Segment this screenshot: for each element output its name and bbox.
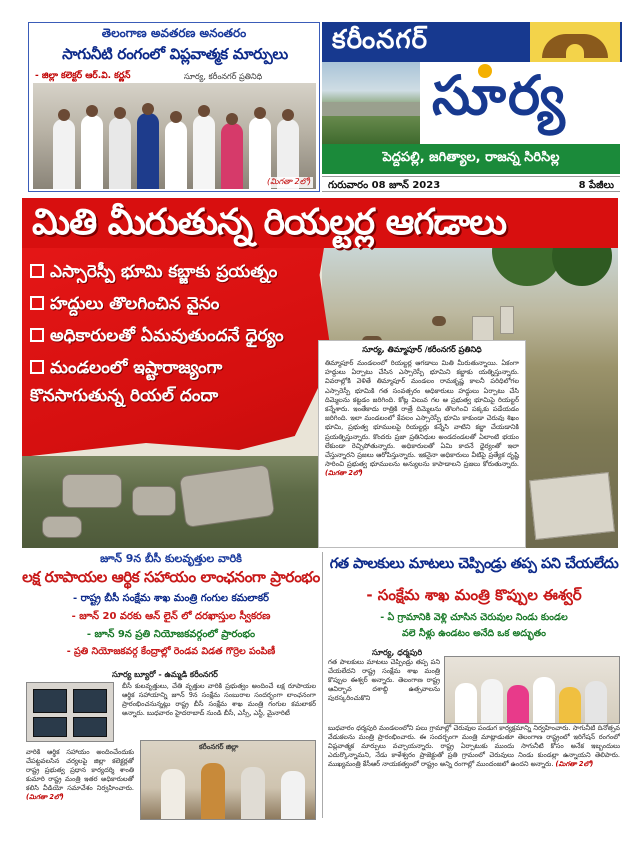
checkbox-icon <box>30 264 44 278</box>
lead-bullet-text: అధికారులతో ఏమవుతుందనే ధైర్యం <box>50 326 284 346</box>
bc-story-sub: - జూన్ 9న ప్రతి నియోజకవర్గంలో ప్రారంభం <box>86 629 256 640</box>
checkbox-icon <box>30 360 44 374</box>
masthead-dateline <box>322 176 620 192</box>
teaser-continued-note[interactable]: (మిగతా 2లో) <box>267 177 311 186</box>
irrigation-story[interactable] <box>326 552 622 820</box>
bc-story-byline: సూర్య బ్యూరో - ఉమ్మడి కరీంనగర్ <box>112 670 218 679</box>
fort-gate-icon <box>528 22 620 62</box>
masthead-logo <box>420 62 620 144</box>
irrigation-story-dateline: సూర్య, ధర్మపురి <box>372 648 423 657</box>
irrigation-story-speaker: - సంక్షేమ శాఖ మంత్రి కొప్పుల ఈశ్వర్ <box>366 586 582 604</box>
bc-story-text-2 <box>26 748 134 818</box>
page-count: 8 పేజీలు <box>578 180 614 191</box>
teaser-sub-left: - జిల్లా కలెక్టర్ ఆర్.వి. కర్ణన్ <box>35 71 131 81</box>
irrigation-story-sub: - ఏ గ్రామానికి వెళ్లి చూసిన చెరువుల నిండు కుండల <box>380 612 568 623</box>
lead-headline[interactable]: మితి మీరుతున్న రియల్టర్ల ఆగడాలు <box>32 202 507 243</box>
video-conference-photo <box>26 682 114 742</box>
minister-event-photo <box>444 656 620 724</box>
bc-story-sub: - జూన్ 20 వరకు ఆన్ లైన్ లో దరఖాస్తుల స్వీకరణ <box>71 611 271 622</box>
issue-date: గురువారం 08 జూన్ 2023 <box>328 180 441 191</box>
masthead-districts: పెద్దపల్లి, జగిత్యాల, రాజన్న సిరిసిల్ల <box>382 150 560 165</box>
lead-bullet-continuation: కొనసాగుతున్న రియల్ దందా <box>30 386 219 406</box>
lead-story-text <box>318 340 526 548</box>
bc-story-continued-note[interactable]: (మిగతా 2లో) <box>26 793 64 801</box>
teaser-headline[interactable]: సాగునీటి రంగంలో విప్లవాత్మక మార్పులు <box>62 45 288 63</box>
irrigation-story-sub: వలె నీళ్లు ఉండటం అనేది ఒక అద్భుతం <box>402 628 546 639</box>
bc-story-sub: - ప్రతి నియోజకవర్గ కేంద్రాల్లో రెండవ విడత గొర్రెల పంపిణీ <box>66 646 276 657</box>
lead-continued-note[interactable]: (మిగతా 2లో) <box>325 469 363 478</box>
teaser-story[interactable] <box>28 22 320 192</box>
teaser-kicker: తెలంగాణ అవతరణ అనంతరం <box>101 26 247 40</box>
lead-bullet-text: హద్దులు తొలగించిన వైనం <box>50 294 220 314</box>
column-divider <box>322 552 323 818</box>
irrigation-story-headline[interactable]: గత పాలకులు మాటలు చెప్పిండ్రు తప్ప పని చేయలేదు <box>329 556 619 572</box>
newspaper-name: సూర్య <box>432 64 567 127</box>
lead-headline-bar <box>22 198 618 248</box>
bc-story-headline[interactable]: లక్ష రూపాయల ఆర్థిక సహాయం లాంఛనంగా ప్రారంభం <box>22 568 320 586</box>
bc-story-kicker: జూన్ 9న బీసీ కులవృత్తుల వారికి <box>100 552 242 565</box>
bc-story-body-2: వారికి ఆర్థిక సహాయం అందించేందుకు చేపట్టవలసిన చర్యలపై జిల్లా కలెక్టర్లతో రాష్ట్ర ప్రభుత్వ ప్రధాన కార్యదర్శి శాంతి కుమారి రాష్ట్ర మంత్రి ఇతర అధికారులతో కలిసి వీడియో సమావేశం నిర్వహించారు. <box>26 748 134 792</box>
lead-bullet <box>30 358 222 382</box>
masthead-dam-photo <box>322 62 420 144</box>
teaser-sub-right: సూర్య, కరీంనగర్ ప్రతినిధి <box>184 72 263 81</box>
lead-photo-rocks <box>22 456 352 548</box>
lead-body: తిమ్మాపూర్ మండలంలో రియల్టర్ల ఆగడాలు మితి మీరుతున్నాయి. ఏకంగా హద్దులు ఏర్పాటు చేసిన ఎస్సారెస్పీ భూమిని కబ్జాకు యత్నిస్తున్నారు. వివరాల్లోకి వెళితే తిమ్మాపూర్ మండలం రామకృష్ణ కాలనీ పరిధిలోగల ఎస్సారెస్పీ భూమికి గత సంవత్సరం అధికారులు హద్దులు ఏర్పాటు చేసి దిమ్మెలను కట్టడం జరిగింది. కోట్ల విలువ గల ఆ ప్రభుత్వ భూమిపై రియల్టర్ కన్నేశారు. ఇంతేకాదు రాత్రికి రాత్రే దిమ్మెలను తొలగించి పక్కకు పడేయడం జరిగింది. ఇలా మండలంలో కేవలం ఎస్సారెస్పీ భూమి కాకుండా చెరువు శిఖం భూమి, ప్రభుత్వ భూములపై రియల్టర్లు కన్నేసి వాటిని కబ్జా చేయడానికి ప్రయత్నిస్తున్నారు. కొందరు ప్రజా ప్రతినిధుల అండదండలతో ఏలాంటి భయం లేకుండా రెచ్చిపోతున్నారు. అధికారులతో ఏమి కాదనే ధైర్యంతో ఇలా చేస్తున్నారని ప్రజలు ఆరోపిస్తున్నారు. ఇకనైనా అధికారులు వీటిపై ప్రత్యేక దృష్టి సారించి ప్రభుత్వ భూములను అన్యులను కాపాడాలని ప్రజలు కోరుతున్నారు. <box>325 359 519 469</box>
lead-bullet-text: మండలంలో ఇష్టారాజ్యంగా <box>50 358 223 378</box>
lead-bullet <box>30 294 219 318</box>
irrigation-story-body-2: బుధవారం ధర్మపురి మండలంలోని పలు గ్రామాల్లో చెరువుల పండుగ కార్యక్రమాన్ని నిర్వహించారు. సాగునీటి దినోత్సవ వేడుకలను మంత్రి ప్రారంభించారు. ఈ సందర్భంగా మంత్రి మాట్లాడుతూ తెలంగాణ రాష్ట్రంలో ఇరిగేషన్ రంగంలో విప్లవాత్మక మార్పులు వచ్చాయన్నారు. రాష్ట్ర ఏర్పాటుకు ముందు సాగునీటి కోసం అనేక ఇబ్బందులు ఎదుర్కొన్నామని, నేడు కాళేశ్వరం ప్రాజెక్టుతో ప్రతి గ్రామంలో చెరువులు నిండు కుండల్లా ఉన్నాయని తెలిపారు. ముఖ్యమంత్రి కేసీఆర్ నాయకత్వంలో రాష్ట్రం అన్ని రంగాల్లో ముందంజలో ఉందని అన్నారు. <box>328 724 620 768</box>
lead-bullet <box>30 326 284 350</box>
lead-bullet-text: ఎస్సారెస్పీ భూమి కబ్జాకు ప్రయత్నం <box>50 262 278 282</box>
masthead-districts-bar <box>322 144 620 174</box>
checkbox-icon <box>30 328 44 342</box>
bc-story-body-1: బీసీ కులవృత్తులు, చేతి వృత్తుల వారికి ప్రభుత్వం అందించే లక్ష రూపాయల ఆర్థిక సహాయాన్ని జూన్ 9న సంక్షేమ సంబురాల సందర్భంగా లాంఛనంగా ప్రారంభించనున్నట్లు రాష్ట్ర బీసీ సంక్షేమ శాఖ మంత్రి గంగుల కమలాకర్ అన్నారు. బుధవారం హైదరాబాద్ నుండి బీసీ, ఎస్సీ, ఎస్టీ, మైనారిటీ <box>122 682 316 717</box>
checkbox-icon <box>30 296 44 310</box>
lead-dateline: సూర్య, తిమ్మాపూర్ /కరీంనగర్ ప్రతినిధి <box>362 345 482 354</box>
lead-bullet <box>30 262 277 286</box>
irrigation-story-body-1: గత పాలకులు మాటలు చెప్పిండ్రు తప్ప పని చేయలేదని రాష్ట్ర సంక్షేమ శాఖ మంత్రి కొప్పుల ఈశ్వర్ అన్నారు. తెలంగాణ రాష్ట్ర ఆవిర్భావ దశాబ్ది ఉత్సవాలను పురస్కరించుకొని <box>328 658 440 702</box>
teaser-photo <box>33 83 316 189</box>
collector-photo-caption: కరీంనగర్ జిల్లా <box>199 743 239 751</box>
masthead-edition: కరీంనగర్ <box>332 25 429 55</box>
bc-story-sub: - రాష్ట్ర బీసీ సంక్షేమ శాఖ మంత్రి గంగుల కమలాకర్ <box>73 593 269 604</box>
collector-meeting-photo <box>140 740 316 820</box>
bc-welfare-story[interactable] <box>22 552 320 820</box>
irrigation-story-text-2 <box>328 724 620 820</box>
irrigation-story-continued-note[interactable]: (మిగతా 2లో) <box>555 760 594 768</box>
